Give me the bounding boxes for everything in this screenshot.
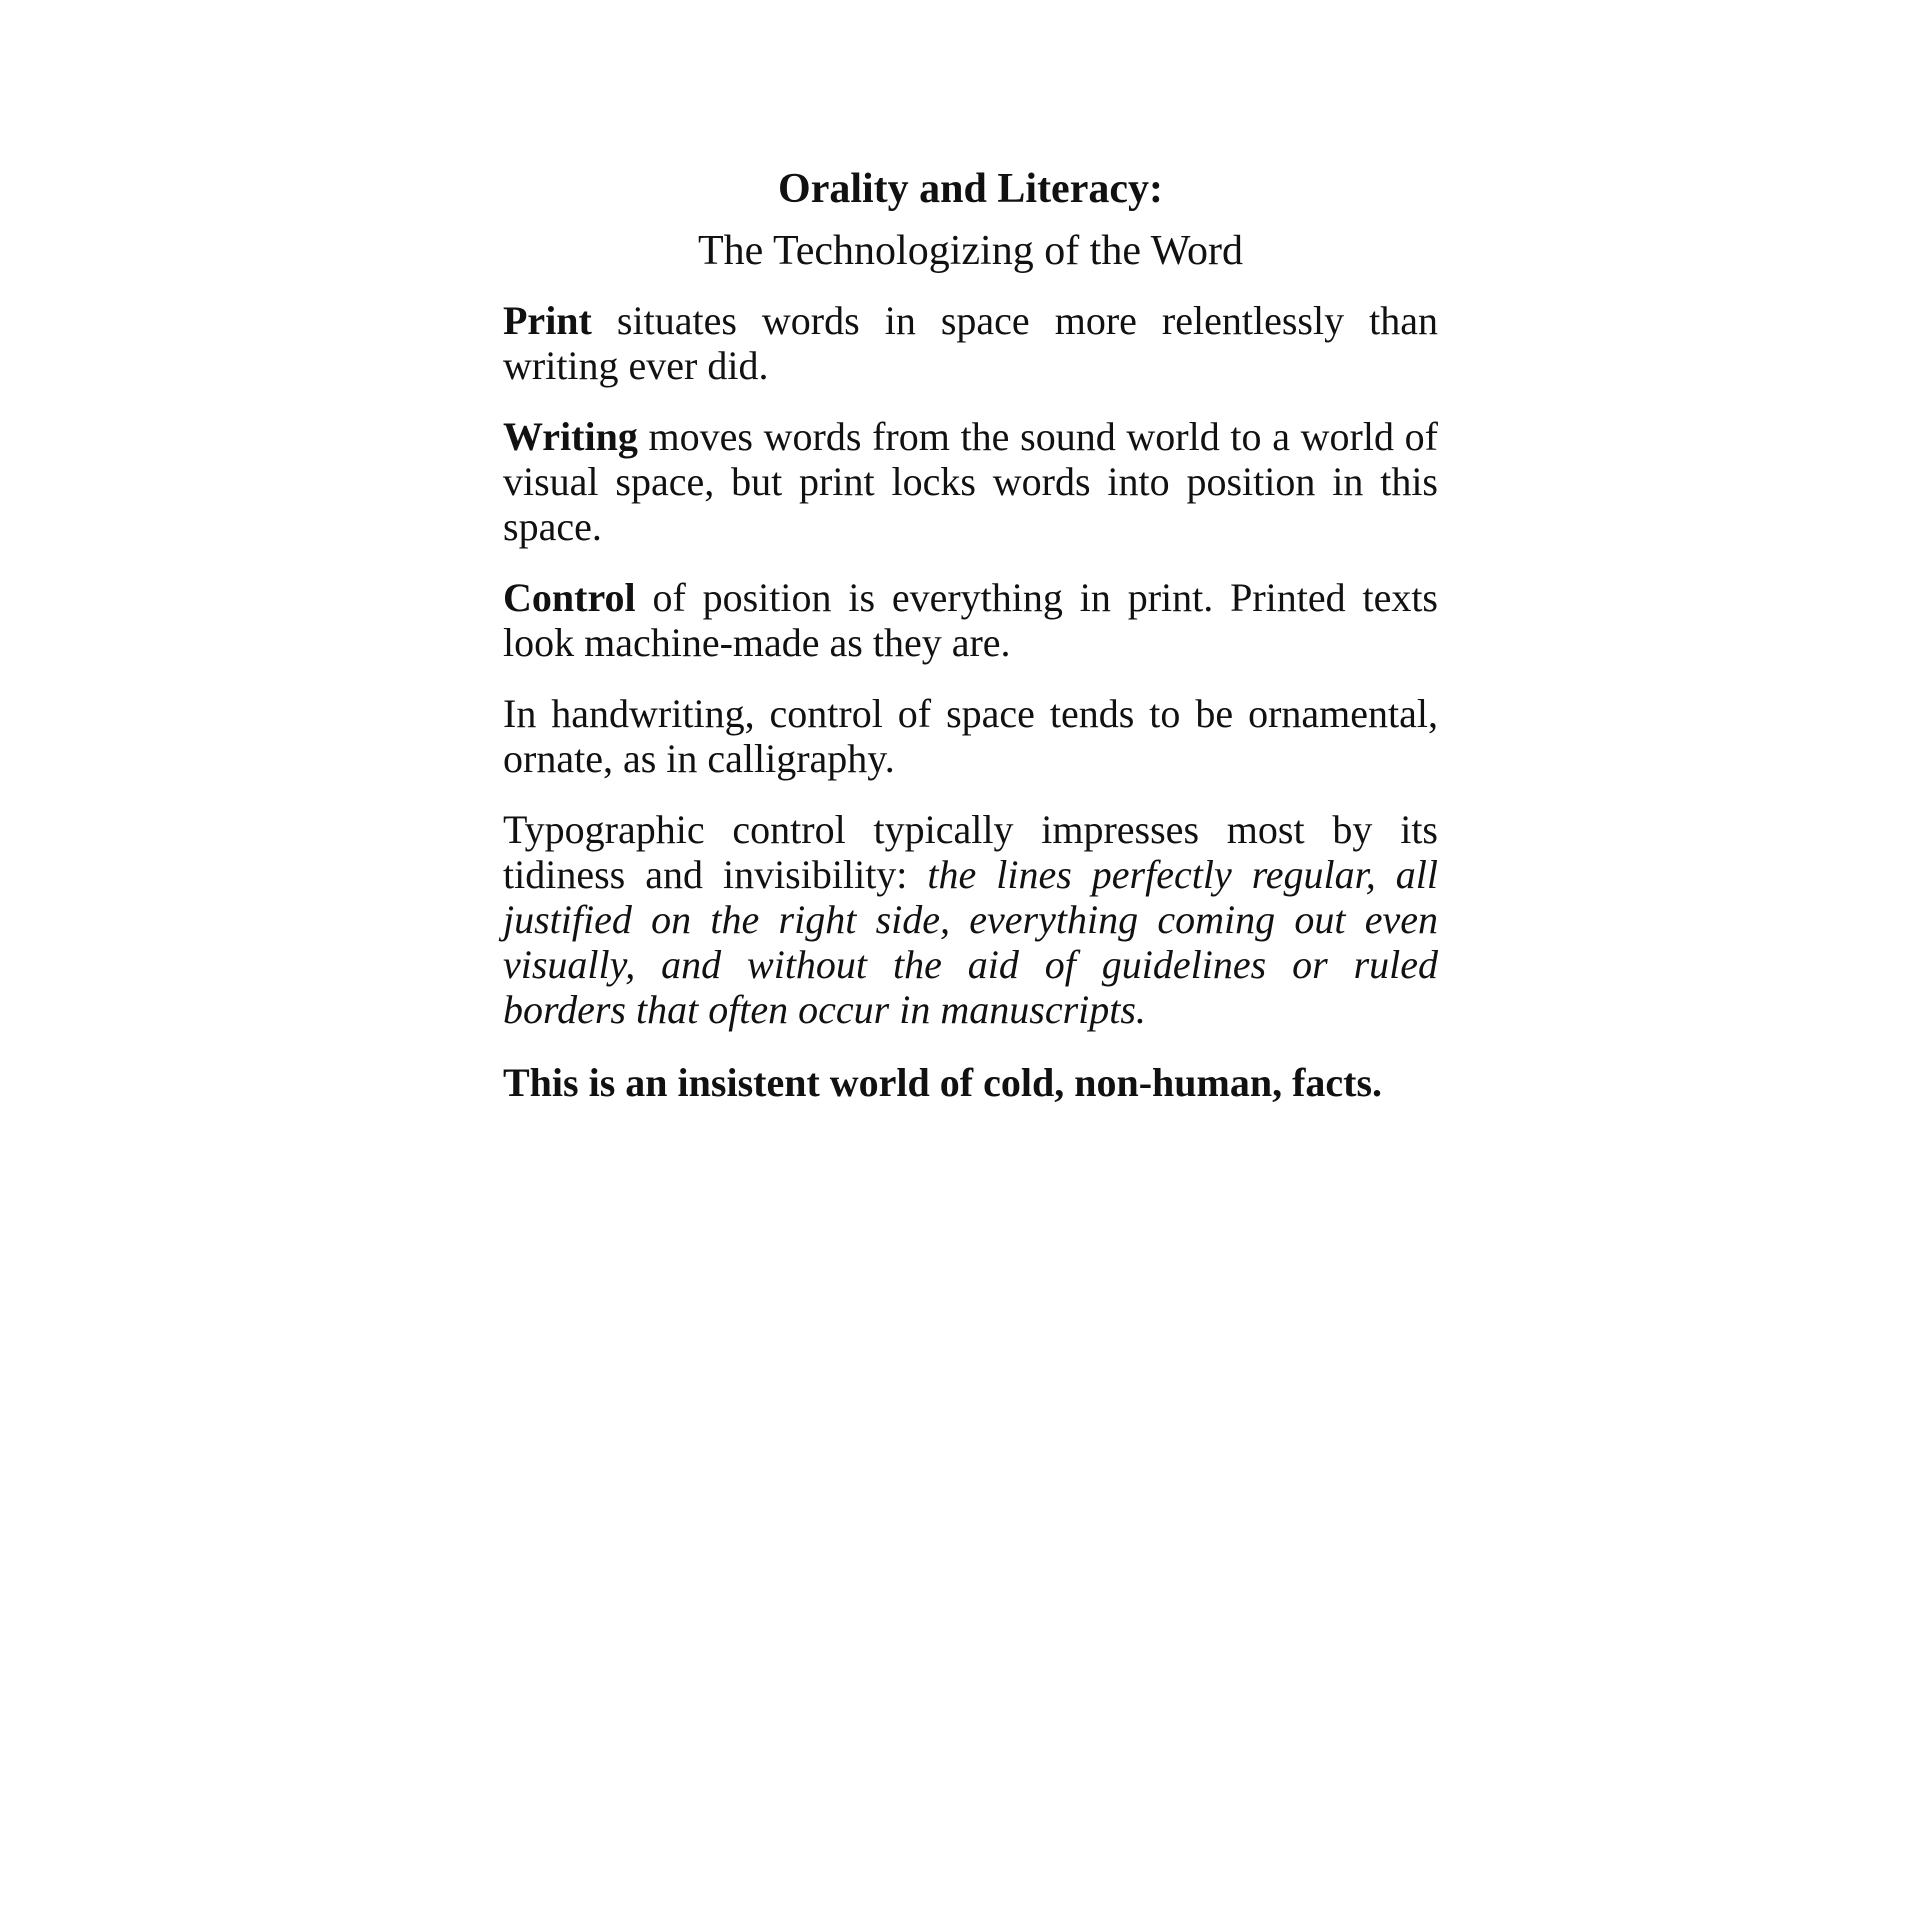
document-subtitle: The Technologizing of the Word	[698, 228, 1243, 274]
paragraph-typographic	[503, 807, 1438, 1032]
paragraph-text: In handwriting, control of space tends to be ornamental, ornate, as in calligraphy.	[503, 691, 1438, 781]
paragraph-text: of position is everything in print. Printed texts look machine-made as they are.	[503, 575, 1438, 665]
document-page	[503, 160, 1438, 1105]
paragraph-handwriting	[503, 691, 1438, 781]
paragraph-control	[503, 575, 1438, 665]
paragraph-print	[503, 298, 1438, 388]
paragraph-text: moves words from the sound world to a world of visual space, but print locks words into position in this space.	[503, 414, 1438, 549]
paragraph-text: situates words in space more relentlessly than writing ever did.	[503, 298, 1438, 388]
document-title: Orality and Literacy:	[778, 166, 1163, 212]
paragraph-italic-text: the lines perfectly regular, all justified on the right side, everything coming out even visually, and without the aid of guidelines or ruled borders that often occur in manuscripts.	[503, 852, 1438, 1032]
paragraph-lead: Control	[503, 575, 636, 620]
paragraph-text: Typographic control typically impresses most by its tidiness and invisibility:	[503, 807, 1438, 897]
paragraph-writing	[503, 414, 1438, 549]
paragraph-lead: Writing	[503, 414, 638, 459]
closing-statement: This is an insistent world of cold, non-human, facts.	[503, 1060, 1383, 1105]
paragraph-lead: Print	[503, 298, 592, 343]
